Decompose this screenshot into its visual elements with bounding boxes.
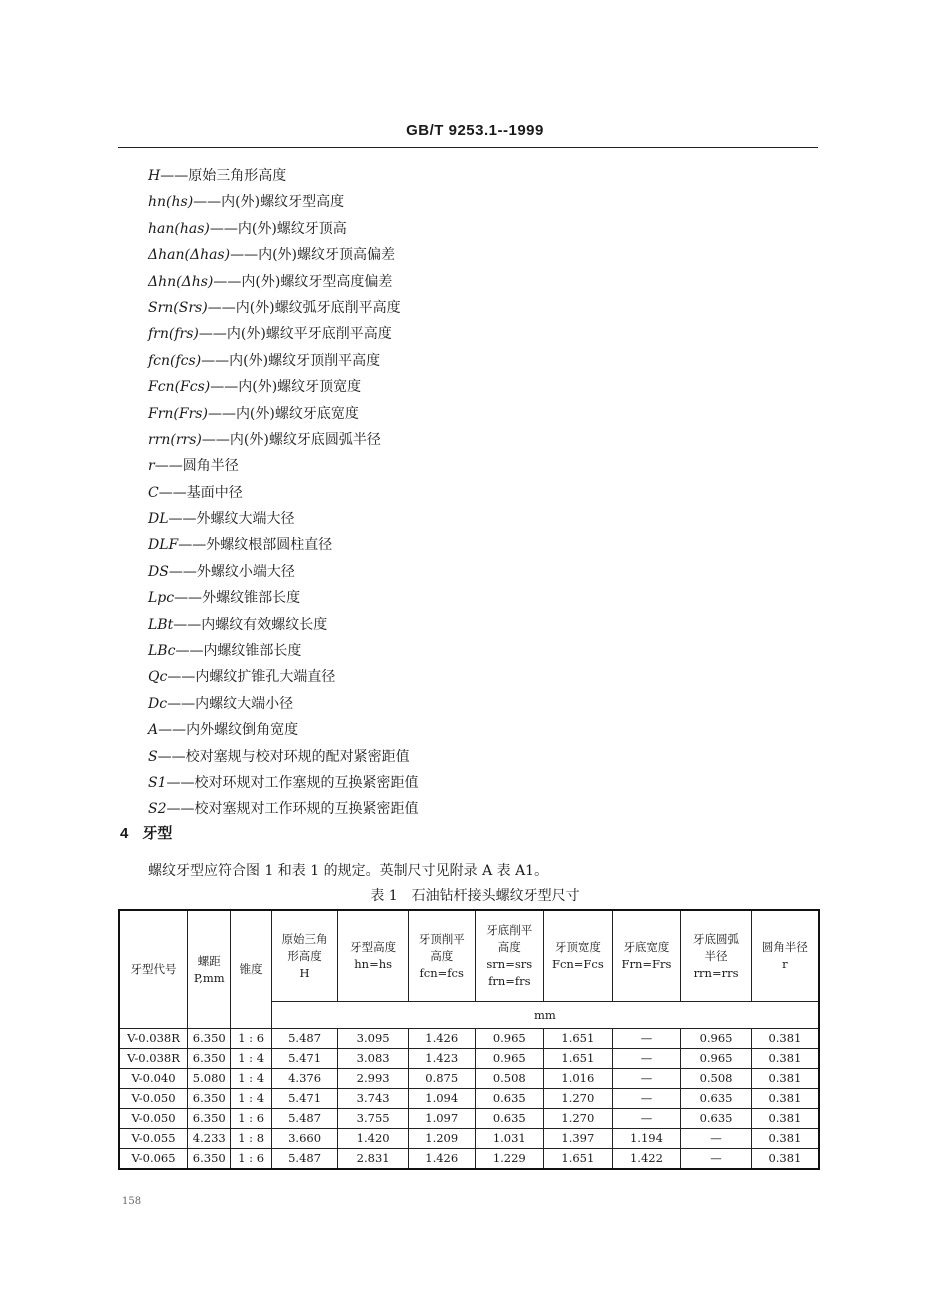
symbol-description: ——内(外)螺纹平牙底削平高度 <box>198 326 392 343</box>
table-cell: 3.660 <box>271 1129 338 1149</box>
symbol-name: fcn(fcs) <box>148 352 202 369</box>
table-cell: 1 : 4 <box>231 1089 271 1109</box>
page-number: 158 <box>122 1196 142 1207</box>
table-cell: 2.993 <box>338 1069 409 1089</box>
table-caption-title: 石油钻杆接头螺纹牙型尺寸 <box>411 888 580 904</box>
table-cell: 0.508 <box>475 1069 544 1089</box>
table-cell: 2.831 <box>338 1149 409 1170</box>
symbol-description: ——内螺纹有效螺纹长度 <box>173 616 328 633</box>
symbol-item <box>148 744 419 770</box>
symbol-item <box>148 189 419 215</box>
table-cell: 1.651 <box>544 1049 613 1069</box>
table-cell: 0.965 <box>475 1029 544 1049</box>
table-row <box>119 1109 819 1129</box>
symbol-item <box>148 612 419 638</box>
symbol-description: ——校对环规对工作塞规的互换紧密距值 <box>166 774 419 791</box>
table-cell: 1 : 6 <box>231 1149 271 1170</box>
table-cell: 0.508 <box>681 1069 752 1089</box>
table-cell: 1.194 <box>612 1129 681 1149</box>
table-cell: V-0.055 <box>119 1129 188 1149</box>
table-row <box>119 1029 819 1049</box>
table-cell: 6.350 <box>188 1089 231 1109</box>
symbol-name: S <box>148 748 158 765</box>
column-header: 牙底削平 高度 srn=srs frn=frs <box>475 910 544 1002</box>
unit-label: mm <box>271 1002 819 1029</box>
table-cell: 1.426 <box>408 1029 475 1049</box>
symbol-description: ——校对塞规对工作环规的互换紧密距值 <box>166 801 419 818</box>
symbol-description: ——内(外)螺纹牙顶削平高度 <box>201 352 381 369</box>
column-header: 牙顶宽度 Fcn=Fcs <box>544 910 613 1002</box>
symbol-name: Qc <box>148 669 168 686</box>
symbol-item <box>148 796 419 822</box>
header-rule <box>118 147 818 148</box>
symbol-description: ——原始三角形高度 <box>160 168 287 184</box>
symbol-name: C <box>148 484 159 501</box>
table-cell: 1.423 <box>408 1049 475 1069</box>
table-cell: 1.229 <box>475 1149 544 1170</box>
symbol-description: ——内(外)螺纹牙顶宽度 <box>210 379 362 396</box>
symbol-description: ——外螺纹锥部长度 <box>174 590 301 607</box>
table-cell: 0.381 <box>751 1109 819 1129</box>
symbol-item <box>148 453 419 479</box>
table-cell: 0.965 <box>681 1029 752 1049</box>
column-header: 锥度 <box>231 910 271 1029</box>
symbol-item <box>148 295 419 321</box>
symbol-description: ——外螺纹根部圆柱直径 <box>178 537 333 554</box>
table-cell: 1.397 <box>544 1129 613 1149</box>
table-cell: 0.635 <box>681 1109 752 1129</box>
table-cell: 5.471 <box>271 1089 338 1109</box>
symbol-item <box>148 664 419 690</box>
table-cell: V-0.038R <box>119 1029 188 1049</box>
symbol-name: LBc <box>148 643 176 660</box>
symbol-description: ——内螺纹锥部长度 <box>175 643 302 660</box>
symbol-name: A <box>148 722 159 739</box>
table-cell: 4.233 <box>188 1129 231 1149</box>
table-cell: 5.080 <box>188 1069 231 1089</box>
symbol-description: ——外螺纹小端大径 <box>168 563 295 580</box>
symbol-name: H <box>148 168 161 184</box>
table-cell: 6.350 <box>188 1029 231 1049</box>
column-header: 牙型高度 hn=hs <box>338 910 409 1002</box>
symbol-name: Srn(Srs) <box>148 299 208 316</box>
header-row <box>119 910 819 1002</box>
symbol-item <box>148 374 419 400</box>
symbol-item <box>148 559 419 585</box>
table-row <box>119 1049 819 1069</box>
table-cell: V-0.065 <box>119 1149 188 1170</box>
column-header: 牙底宽度 Frn=Frs <box>612 910 681 1002</box>
symbol-name: LBt <box>148 616 174 633</box>
symbol-item <box>148 163 419 189</box>
symbol-description: ——内(外)螺纹弧牙底削平高度 <box>207 299 401 316</box>
symbol-description: ——内(外)螺纹牙型高度 <box>193 194 345 211</box>
table-cell: 1.270 <box>544 1089 613 1109</box>
table-cell: V-0.038R <box>119 1049 188 1069</box>
symbol-name: DLF <box>148 537 179 554</box>
table-cell: — <box>612 1109 681 1129</box>
table-cell: 1 : 6 <box>231 1109 271 1129</box>
symbol-description: ——基面中径 <box>158 484 243 501</box>
table-row <box>119 1069 819 1089</box>
thread-profile-table <box>118 909 820 1170</box>
table-cell: V-0.050 <box>119 1089 188 1109</box>
symbol-item <box>148 638 419 664</box>
table-cell: 0.965 <box>681 1049 752 1069</box>
table-caption-number: 表 1 <box>370 888 398 904</box>
table-cell: 1 : 8 <box>231 1129 271 1149</box>
section-heading <box>120 822 172 843</box>
column-header: 牙底圆弧 半径 rrn=rrs <box>681 910 752 1002</box>
table-cell: — <box>612 1089 681 1109</box>
table-cell: 0.381 <box>751 1129 819 1149</box>
table-cell: 1.270 <box>544 1109 613 1129</box>
table-cell: 0.875 <box>408 1069 475 1089</box>
column-header: 圆角半径 r <box>751 910 819 1002</box>
table-cell: 1.651 <box>544 1029 613 1049</box>
symbol-description: ——内(外)螺纹牙底宽度 <box>207 405 359 422</box>
table-cell: — <box>681 1149 752 1170</box>
table-row <box>119 1129 819 1149</box>
table-row <box>119 1089 819 1109</box>
table-cell: V-0.050 <box>119 1109 188 1129</box>
table-cell: 3.755 <box>338 1109 409 1129</box>
symbol-description: ——内(外)螺纹牙顶高 <box>209 220 347 237</box>
body-paragraph: 螺纹牙型应符合图 1 和表 1 的规定。英制尺寸见附录 A 表 A1。 <box>148 863 549 879</box>
table-cell: 1.016 <box>544 1069 613 1089</box>
table-cell: 0.635 <box>681 1089 752 1109</box>
symbol-name: Fcn(Fcs) <box>148 379 211 396</box>
column-header: 牙顶削平 高度 fcn=fcs <box>408 910 475 1002</box>
table-cell: 5.487 <box>271 1149 338 1170</box>
table-cell: — <box>612 1049 681 1069</box>
symbol-item <box>148 242 419 268</box>
table-cell: — <box>612 1069 681 1089</box>
symbol-item <box>148 532 419 558</box>
symbol-name: Δhan(Δhas) <box>148 247 231 264</box>
table-cell: V-0.040 <box>119 1069 188 1089</box>
symbol-name: Dc <box>148 695 168 712</box>
column-header: 牙型代号 <box>119 910 188 1029</box>
symbol-item <box>148 216 419 242</box>
table-cell: 0.381 <box>751 1149 819 1170</box>
symbol-description: ——内螺纹扩锥孔大端直径 <box>167 669 336 686</box>
table-cell: 5.487 <box>271 1029 338 1049</box>
table-cell: 1.094 <box>408 1089 475 1109</box>
symbol-item <box>148 401 419 427</box>
table-cell: 1.426 <box>408 1149 475 1170</box>
table-cell: 6.350 <box>188 1109 231 1129</box>
table-caption <box>0 885 950 905</box>
symbol-name: hn(hs) <box>148 194 194 211</box>
section-number: 4 <box>120 825 129 842</box>
table-cell: — <box>612 1029 681 1049</box>
symbol-item <box>148 585 419 611</box>
symbol-description: ——外螺纹大端大径 <box>168 511 295 528</box>
symbol-name: frn(frs) <box>148 326 199 343</box>
table-cell: 3.743 <box>338 1089 409 1109</box>
symbol-name: Lpc <box>148 590 175 607</box>
symbol-item <box>148 427 419 453</box>
symbol-description: ——圆角半径 <box>154 458 239 475</box>
symbol-name: DS <box>148 563 169 580</box>
symbol-item <box>148 269 419 295</box>
table-cell: 3.095 <box>338 1029 409 1049</box>
symbol-description: ——校对塞规与校对环规的配对紧密距值 <box>157 748 410 765</box>
table-cell: 0.381 <box>751 1089 819 1109</box>
symbol-name: Δhn(Δhs) <box>148 273 214 290</box>
table-cell: 1 : 6 <box>231 1029 271 1049</box>
symbol-item <box>148 480 419 506</box>
table-cell: 0.635 <box>475 1109 544 1129</box>
table-cell: 1.209 <box>408 1129 475 1149</box>
table-cell: 1.031 <box>475 1129 544 1149</box>
table-cell: 6.350 <box>188 1049 231 1069</box>
table-body <box>119 1029 819 1170</box>
table-cell: 1.651 <box>544 1149 613 1170</box>
table-cell: 0.965 <box>475 1049 544 1069</box>
table-cell: 1 : 4 <box>231 1069 271 1089</box>
table-cell: 1 : 4 <box>231 1049 271 1069</box>
symbol-item <box>148 506 419 532</box>
symbol-item <box>148 717 419 743</box>
table-cell: 1.420 <box>338 1129 409 1149</box>
table-cell: 0.381 <box>751 1049 819 1069</box>
table-header <box>119 910 819 1029</box>
symbol-name: S1 <box>148 774 167 791</box>
symbol-description: ——内螺纹大端小径 <box>167 695 294 712</box>
symbol-description: ——内(外)螺纹牙底圆弧半径 <box>201 431 381 448</box>
table-cell: — <box>681 1129 752 1149</box>
section-title: 牙型 <box>142 825 173 842</box>
table-cell: 0.381 <box>751 1069 819 1089</box>
table-cell: 0.635 <box>475 1089 544 1109</box>
symbol-item <box>148 691 419 717</box>
symbol-name: S2 <box>148 801 167 818</box>
symbol-description: ——内(外)螺纹牙顶高偏差 <box>230 247 396 264</box>
symbol-item <box>148 321 419 347</box>
table-cell: 5.487 <box>271 1109 338 1129</box>
symbol-name: rrn(rrs) <box>148 431 202 448</box>
document-header: GB/T 9253.1--1999 <box>406 122 544 139</box>
table-cell: 3.083 <box>338 1049 409 1069</box>
symbol-description: ——内外螺纹倒角宽度 <box>158 722 299 739</box>
table-cell: 0.381 <box>751 1029 819 1049</box>
symbol-item <box>148 770 419 796</box>
table-cell: 4.376 <box>271 1069 338 1089</box>
table-cell: 6.350 <box>188 1149 231 1170</box>
symbol-name: DL <box>148 511 169 528</box>
table-row <box>119 1149 819 1170</box>
table-cell: 1.097 <box>408 1109 475 1129</box>
symbol-name: r <box>148 458 155 475</box>
table-cell: 1.422 <box>612 1149 681 1170</box>
column-header: 螺距 P,mm <box>188 910 231 1029</box>
table-cell: 5.471 <box>271 1049 338 1069</box>
symbol-item <box>148 348 419 374</box>
symbol-name: Frn(Frs) <box>148 405 208 422</box>
symbol-description: ——内(外)螺纹牙型高度偏差 <box>213 273 393 290</box>
symbol-name: han(has) <box>148 220 210 237</box>
symbol-list <box>148 163 419 823</box>
column-header: 原始三角 形高度 H <box>271 910 338 1002</box>
